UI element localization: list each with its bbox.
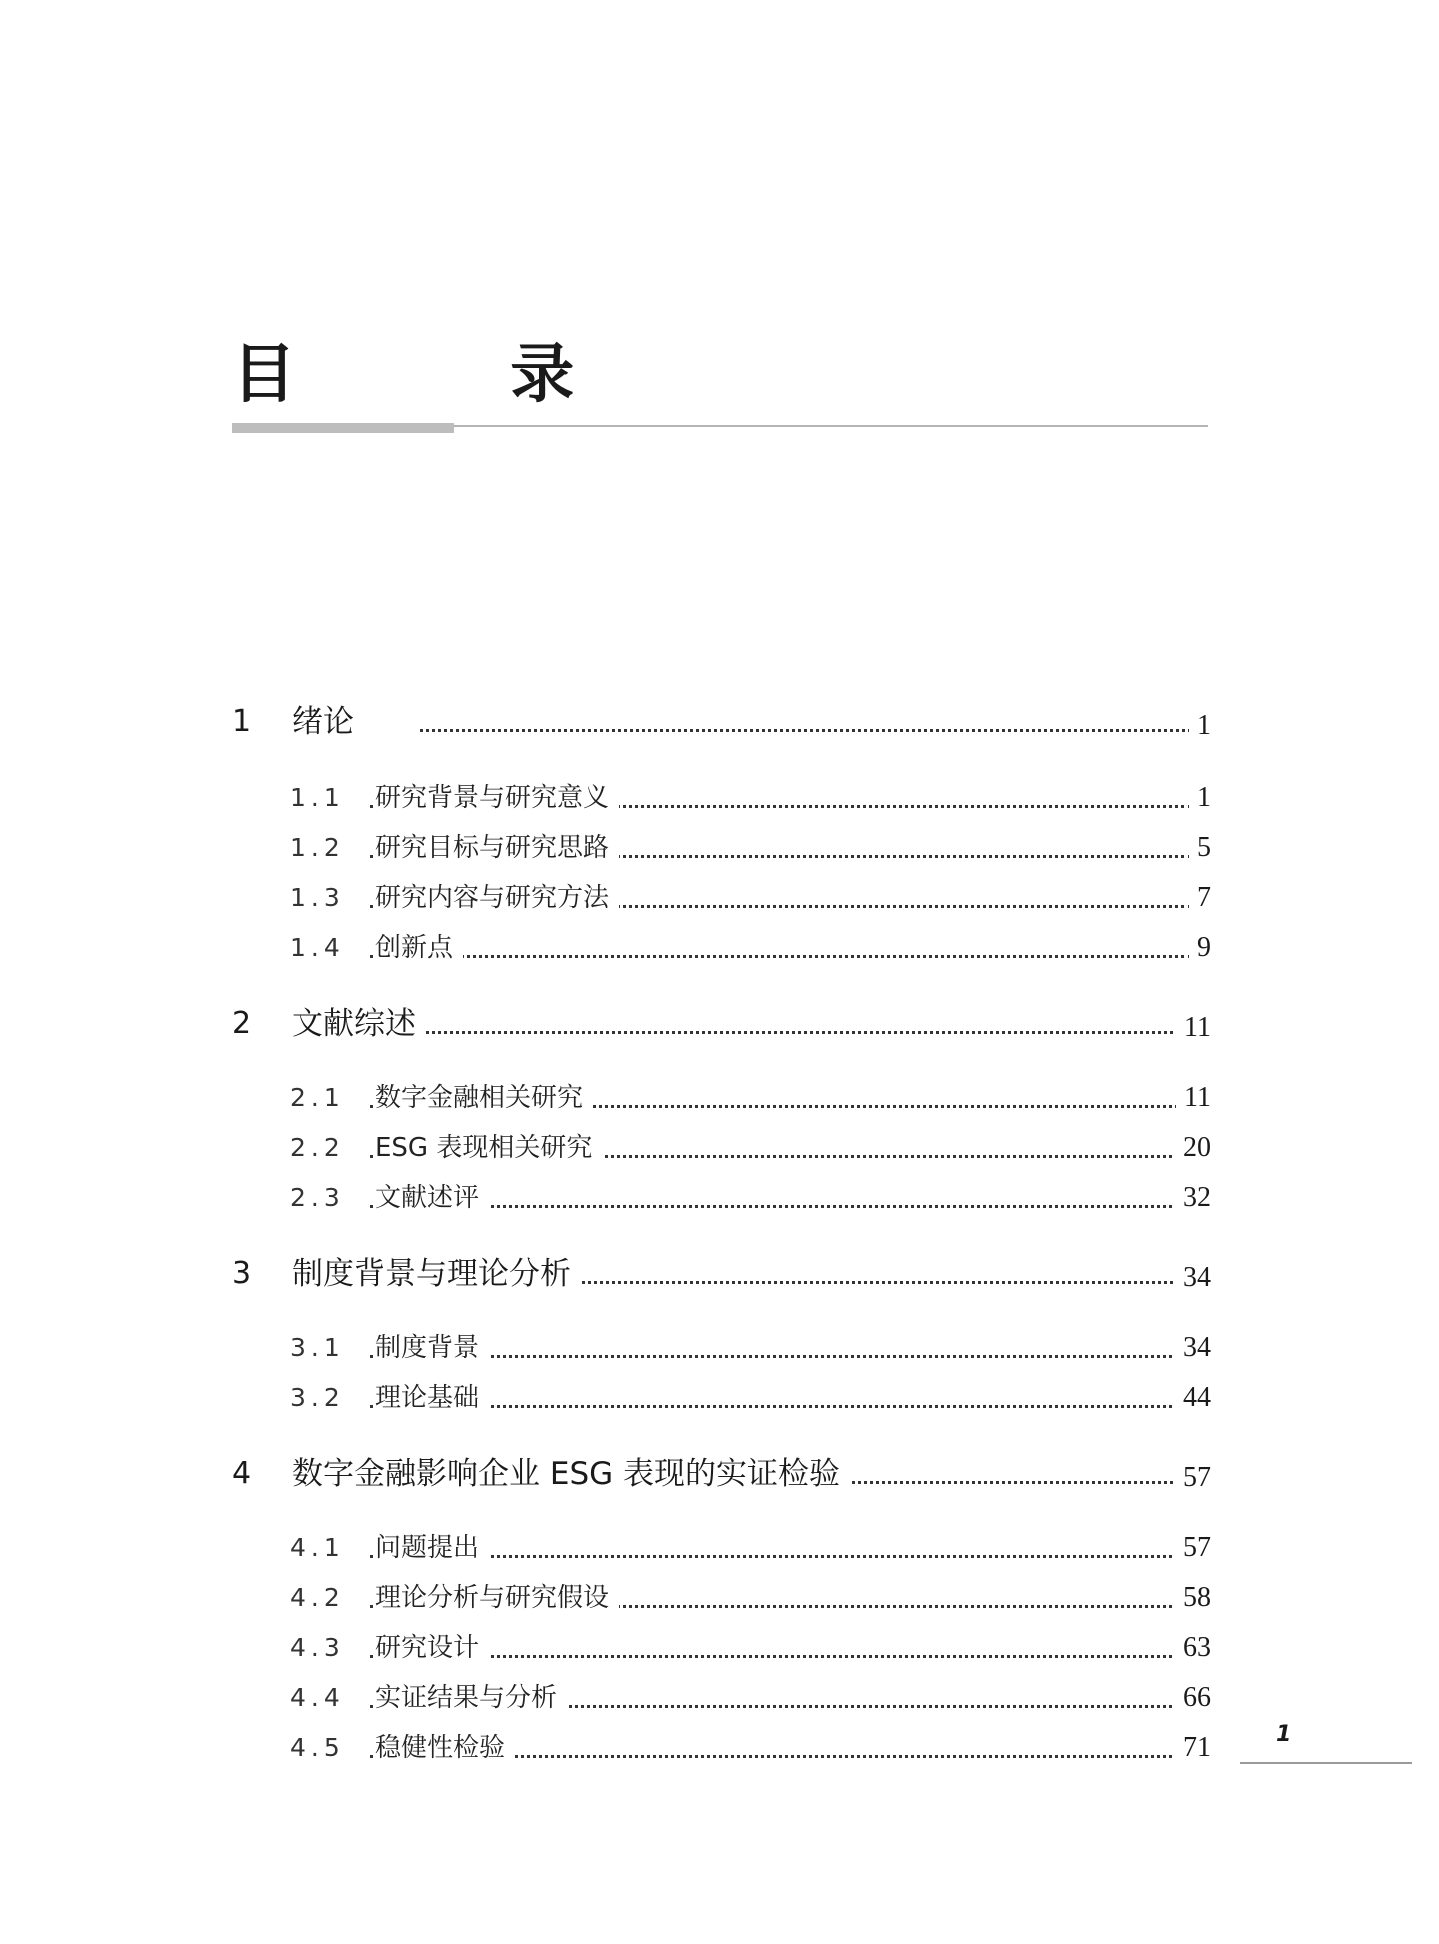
entry-number: 4	[232, 1456, 252, 1491]
entry-title: 实证结果与分析	[375, 1674, 567, 1722]
entry-number: 3.2	[290, 1383, 345, 1412]
dot-leader	[420, 1031, 1191, 1034]
entry-title: 文献述评	[375, 1174, 489, 1222]
entry-title: 研究设计	[375, 1624, 489, 1672]
entry-number: 2.2	[290, 1133, 345, 1162]
toc-section-entry	[0, 774, 1439, 822]
toc-section-entry	[0, 1174, 1439, 1222]
entry-number: 3.1	[290, 1333, 345, 1362]
entry-number: 1	[232, 704, 252, 739]
dot-leader	[420, 729, 1191, 732]
entry-page-number: 57	[1175, 1524, 1211, 1572]
entry-title: 制度背景与理论分析	[292, 1250, 581, 1298]
entry-page-number: 66	[1175, 1674, 1211, 1722]
entry-page-number: 20	[1175, 1124, 1211, 1172]
entry-page-number: 11	[1176, 1074, 1211, 1122]
toc-section-entry	[0, 1374, 1439, 1422]
entry-title: 理论基础	[375, 1374, 489, 1422]
entry-title: 稳健性检验	[375, 1724, 515, 1772]
title-underline-accent	[232, 423, 454, 433]
toc-section-entry	[0, 1674, 1439, 1722]
dot-leader	[370, 1205, 1191, 1208]
entry-number: 2	[232, 1006, 252, 1041]
entry-number: 3	[232, 1256, 252, 1291]
entry-number: 2.3	[290, 1183, 345, 1212]
entry-page-number: 63	[1175, 1624, 1211, 1672]
entry-page-number: 5	[1189, 824, 1211, 872]
entry-page-number: 34	[1175, 1254, 1211, 1302]
entry-page-number: 1	[1189, 774, 1211, 822]
entry-number: 2.1	[290, 1083, 345, 1112]
entry-title: 研究目标与研究思路	[375, 824, 619, 872]
entry-page-number: 7	[1189, 874, 1211, 922]
entry-title: 绪论	[292, 698, 364, 746]
dot-leader	[370, 1555, 1191, 1558]
entry-number: 4.1	[290, 1533, 345, 1562]
toc-chapter-entry	[0, 1000, 1439, 1048]
dot-leader	[370, 1355, 1191, 1358]
entry-number: 1.2	[290, 833, 345, 862]
page-number-rule	[1240, 1762, 1412, 1764]
entry-page-number: 11	[1176, 1004, 1211, 1052]
entry-page-number: 32	[1175, 1174, 1211, 1222]
entry-title: 研究内容与研究方法	[375, 874, 619, 922]
dot-leader	[370, 955, 1191, 958]
toc-section-entry	[0, 1074, 1439, 1122]
toc-chapter-entry	[0, 1250, 1439, 1298]
toc-section-entry	[0, 1624, 1439, 1672]
entry-page-number: 1	[1189, 702, 1211, 750]
toc-section-entry	[0, 874, 1439, 922]
entry-number: 4.4	[290, 1683, 345, 1712]
entry-title: 研究背景与研究意义	[375, 774, 619, 822]
entry-page-number: 34	[1175, 1324, 1211, 1372]
entry-title: 问题提出	[375, 1524, 489, 1572]
entry-number: 4.3	[290, 1633, 345, 1662]
entry-title: 数字金融相关研究	[375, 1074, 593, 1122]
toc-section-entry	[0, 824, 1439, 872]
dot-leader	[370, 1655, 1191, 1658]
toc-chapter-entry	[0, 1450, 1439, 1498]
entry-page-number: 44	[1175, 1374, 1211, 1422]
toc-section-entry	[0, 1124, 1439, 1172]
entry-number: 1.3	[290, 883, 345, 912]
entry-title: 创新点	[375, 924, 463, 972]
entry-page-number: 57	[1175, 1454, 1211, 1502]
entry-title: 制度背景	[375, 1324, 489, 1372]
page-title: 目 录	[232, 338, 671, 412]
toc-section-entry	[0, 924, 1439, 972]
entry-number: 4.2	[290, 1583, 345, 1612]
entry-number: 4.5	[290, 1733, 345, 1762]
entry-page-number: 9	[1189, 924, 1211, 972]
toc-section-entry	[0, 1324, 1439, 1372]
entry-number: 1.1	[290, 783, 345, 812]
toc-section-entry	[0, 1524, 1439, 1572]
toc-section-entry	[0, 1724, 1439, 1772]
entry-page-number: 71	[1175, 1724, 1211, 1772]
entry-title: 数字金融影响企业 ESG 表现的实证检验	[292, 1450, 850, 1498]
toc-chapter-entry	[0, 698, 1439, 746]
entry-title: 文献综述	[292, 1000, 426, 1048]
page-number: 1	[1276, 1722, 1292, 1747]
toc-section-entry	[0, 1574, 1439, 1622]
entry-number: 1.4	[290, 933, 345, 962]
entry-title: ESG 表现相关研究	[375, 1124, 602, 1172]
dot-leader	[370, 1405, 1191, 1408]
entry-title: 理论分析与研究假设	[375, 1574, 619, 1622]
entry-page-number: 58	[1175, 1574, 1211, 1622]
